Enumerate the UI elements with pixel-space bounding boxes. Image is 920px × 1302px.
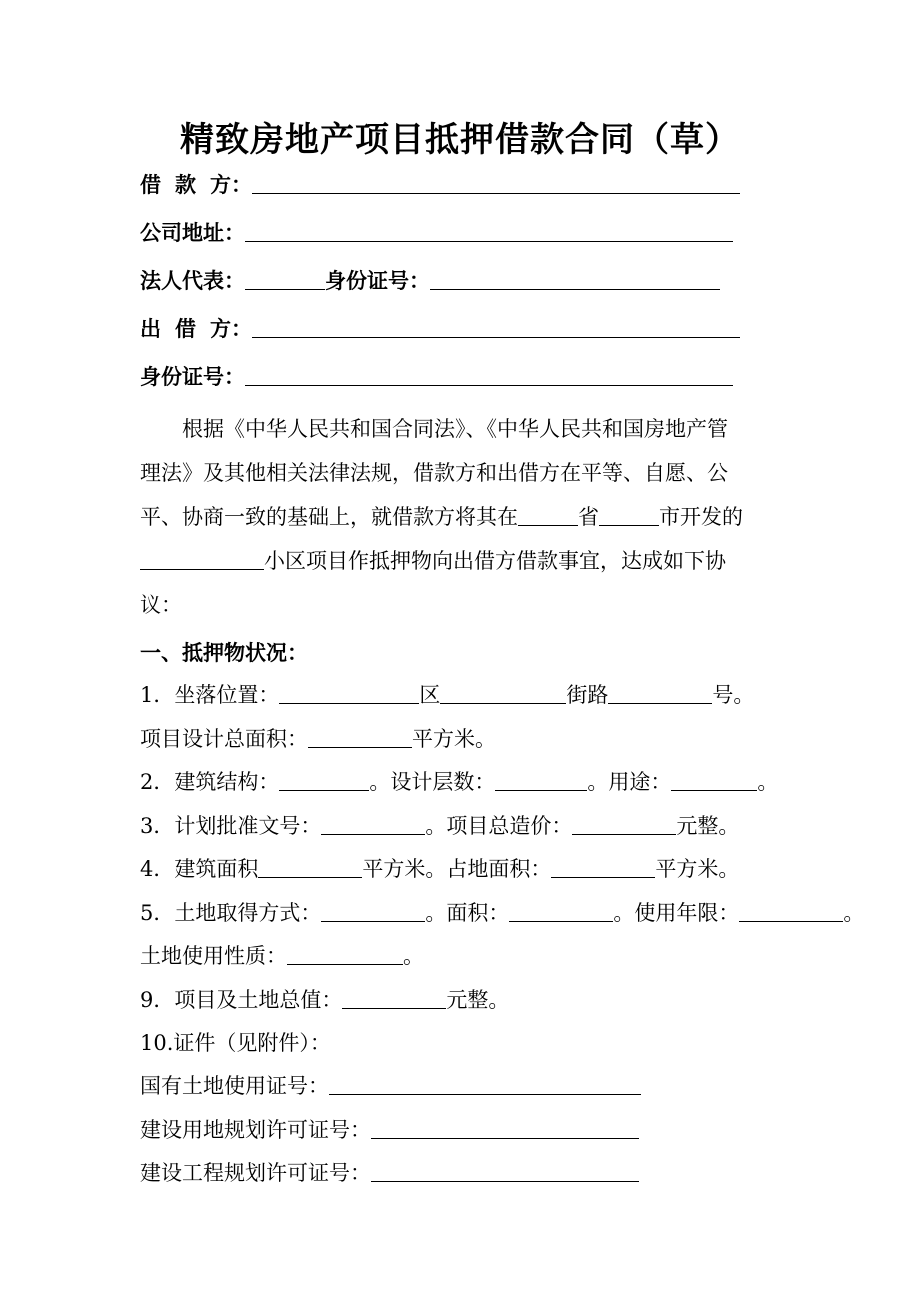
intro-line-3b: 省 <box>578 505 599 529</box>
cert3-label: 建设工程规划许可证号： <box>140 1161 371 1185</box>
item5-nature-end: 。 <box>403 944 424 968</box>
item2-line <box>140 767 778 797</box>
lender-id-line <box>140 362 733 392</box>
lender-blank[interactable] <box>252 315 740 338</box>
lender-id-label: 身份证号： <box>140 364 245 389</box>
borrower-blank[interactable] <box>252 171 740 194</box>
item5-nature-line <box>140 941 424 971</box>
item3-cost-blank[interactable] <box>572 812 676 835</box>
item3-cost-label: 。项目总造价： <box>425 814 573 838</box>
lender-label-char-3: 方： <box>210 316 252 341</box>
lender-id-blank[interactable] <box>245 363 733 386</box>
company-address-label: 公司地址： <box>140 220 245 245</box>
id-number-label: 身份证号： <box>325 268 430 293</box>
item2-label: 2．建筑结构： <box>140 770 280 794</box>
item1-district-blank[interactable] <box>279 681 419 704</box>
cert2-blank[interactable] <box>371 1116 639 1139</box>
section1-heading: 一、抵押物状况： <box>140 640 308 665</box>
item4-land-area-unit: 平方米。 <box>655 857 740 881</box>
borrower-line <box>140 170 740 200</box>
item1-street-text: 街路 <box>566 683 609 707</box>
item5-nature-blank[interactable] <box>287 942 403 965</box>
legal-rep-label: 法人代表： <box>140 268 245 293</box>
item5-term-blank[interactable] <box>739 899 843 922</box>
item4-label: 4．建筑面积 <box>140 857 259 881</box>
item2-floors-label: 。设计层数： <box>369 770 496 794</box>
item10-line: 10.证件（见附件）： <box>140 1031 331 1055</box>
item5-term-label: 。使用年限： <box>613 901 740 925</box>
cert3-blank[interactable] <box>371 1159 639 1182</box>
borrower-label-char-3: 方： <box>210 172 252 197</box>
legal-rep-line <box>140 266 720 296</box>
item9-label: 9．项目及土地总值： <box>140 988 343 1012</box>
intro-line-5: 议： <box>140 593 182 617</box>
item5-label: 5．土地取得方式： <box>140 901 322 925</box>
company-address-blank[interactable] <box>245 219 733 242</box>
cert2-label: 建设用地规划许可证号： <box>140 1118 371 1142</box>
cert1-label: 国有土地使用证号： <box>140 1074 329 1098</box>
intro-line-4: 小区项目作抵押物向出借方借款事宜，达成如下协 <box>264 549 726 573</box>
item2-end: 。 <box>757 770 779 794</box>
intro-line-1: 根据《中华人民共和国合同法》、《中华人民共和国房地产管 <box>182 417 728 441</box>
item1-label: 1．坐落位置： <box>140 683 280 707</box>
item1-area-line <box>140 724 496 754</box>
item4-land-area-label: 平方米。占地面积： <box>362 857 552 881</box>
item1-number-text: 号。 <box>712 683 755 707</box>
cert3-line <box>140 1158 639 1188</box>
item3-label: 3．计划批准文号： <box>140 814 322 838</box>
item1-area-blank[interactable] <box>308 725 412 748</box>
item1-area-unit: 平方米。 <box>412 727 496 751</box>
cert1-line <box>140 1071 641 1101</box>
item5-nature-label: 土地使用性质： <box>140 944 287 968</box>
item9-line <box>140 985 509 1015</box>
item3-approval-blank[interactable] <box>321 812 425 835</box>
item2-floors-blank[interactable] <box>495 768 587 791</box>
lender-line <box>140 314 740 344</box>
item5-method-blank[interactable] <box>321 899 425 922</box>
cert2-line <box>140 1115 639 1145</box>
item4-land-area-blank[interactable] <box>551 855 655 878</box>
item9-value-blank[interactable] <box>342 986 446 1009</box>
province-blank[interactable] <box>518 503 578 526</box>
item5-area-label: 。面积： <box>425 901 510 925</box>
company-address-line <box>140 218 733 248</box>
item1-number-blank[interactable] <box>608 681 712 704</box>
item5-end: 。 <box>843 901 865 925</box>
item1-street-blank[interactable] <box>440 681 566 704</box>
item3-cost-unit: 元整。 <box>676 814 740 838</box>
lender-label-char-2: 借 <box>175 316 196 341</box>
item5-line <box>140 898 864 928</box>
borrower-label-char-2: 款 <box>175 172 196 197</box>
item1-area-label: 项目设计总面积： <box>140 727 308 751</box>
id-number-blank[interactable] <box>430 267 720 290</box>
community-blank[interactable] <box>140 547 264 570</box>
item4-line <box>140 854 739 884</box>
borrower-label-char-1: 借 <box>140 172 161 197</box>
item5-area-blank[interactable] <box>509 899 613 922</box>
contract-title: 精致房地产项目抵押借款合同（草） <box>180 120 740 160</box>
intro-line-3c: 市开发的 <box>659 505 743 529</box>
item2-structure-blank[interactable] <box>279 768 369 791</box>
item9-value-unit: 元整。 <box>446 988 510 1012</box>
item1-district-text: 区 <box>419 683 441 707</box>
cert1-blank[interactable] <box>329 1072 641 1095</box>
legal-rep-blank[interactable] <box>245 267 325 290</box>
lender-label-char-1: 出 <box>140 316 161 341</box>
item2-usage-blank[interactable] <box>671 768 757 791</box>
intro-line-3a: 平、协商一致的基础上，就借款方将其在 <box>140 505 518 529</box>
item1-line <box>140 680 754 710</box>
intro-line-2: 理法》及其他相关法律法规，借款方和出借方在平等、自愿、公 <box>140 461 728 485</box>
item2-usage-label: 。用途： <box>587 770 672 794</box>
intro-paragraph <box>140 407 790 627</box>
item4-building-area-blank[interactable] <box>258 855 362 878</box>
item3-line <box>140 811 739 841</box>
city-blank[interactable] <box>599 503 659 526</box>
